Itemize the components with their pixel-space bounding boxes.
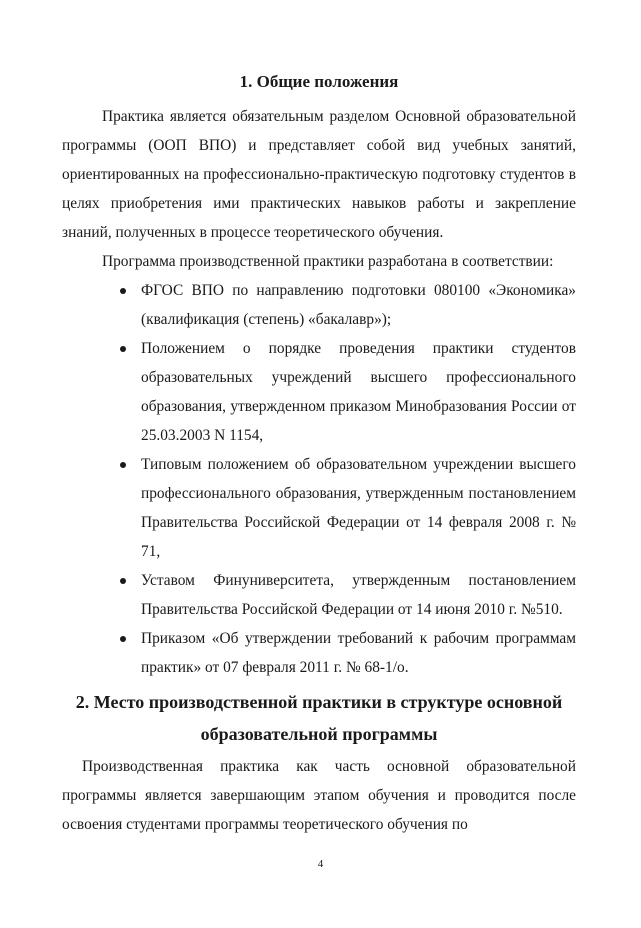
bullet-icon bbox=[120, 462, 126, 468]
list-item-text: Положением о порядке проведения практики студентов образовательных учреждений высшего профессионального образования, утвержденном приказом Минобразования России от 25.03.2003 N 1154, bbox=[141, 340, 576, 444]
bullet-icon bbox=[120, 288, 126, 294]
section-2-heading bbox=[62, 686, 576, 750]
regulations-list bbox=[62, 276, 576, 682]
list-item-text: ФГОС ВПО по направлению подготовки 080100 «Экономика» (квалификация (степень) «бакалавр»); bbox=[141, 282, 576, 328]
section-1-paragraph-2: Программа производственной практики разработана в соответствии: bbox=[102, 253, 554, 270]
section-2-paragraph-1: Производственная практика как часть основной образовательной программы является завершающим этапом обучения и проводится после освоения студентами программы теоретического обучения по bbox=[62, 758, 576, 833]
list-item-text: Приказом «Об утверждении требований к рабочим программам практик» от 07 февраля 2011 г. № 68-1/о. bbox=[141, 630, 576, 676]
list-item-text: Уставом Финуниверситета, утвержденным постановлением Правительства Российской Федерации от 14 июня 2010 г. №510. bbox=[141, 572, 576, 618]
list-item bbox=[120, 276, 576, 334]
section-1-paragraph-1: Практика является обязательным разделом Основной образовательной программы (ООП ВПО) и представляет собой вид учебных занятий, ориентированных на профессионально-практическую подготовку студентов в целях приобретения ими практических навыков работы и закрепление знаний, полученных в процессе теоретического обучения. bbox=[62, 108, 576, 241]
bullet-icon bbox=[120, 346, 126, 352]
list-item-text: Типовым положением об образовательном учреждении высшего профессионального образования, утвержденным постановлением Правительства Российской Федерации от 14 февраля 2008 г. № 71, bbox=[141, 456, 576, 560]
list-item bbox=[120, 624, 576, 682]
document-page bbox=[62, 62, 576, 839]
bullet-icon bbox=[120, 636, 126, 642]
list-item bbox=[120, 334, 576, 450]
list-item bbox=[120, 450, 576, 566]
bullet-icon bbox=[120, 578, 126, 584]
section-1-heading: 1. Общие положения bbox=[239, 72, 399, 91]
section-2-heading-line-1: 2. Место производственной практики в структуре основной bbox=[75, 692, 563, 712]
list-item bbox=[120, 566, 576, 624]
page-number: 4 bbox=[317, 858, 324, 870]
section-2-heading-line-2: образовательной программы bbox=[200, 724, 438, 744]
